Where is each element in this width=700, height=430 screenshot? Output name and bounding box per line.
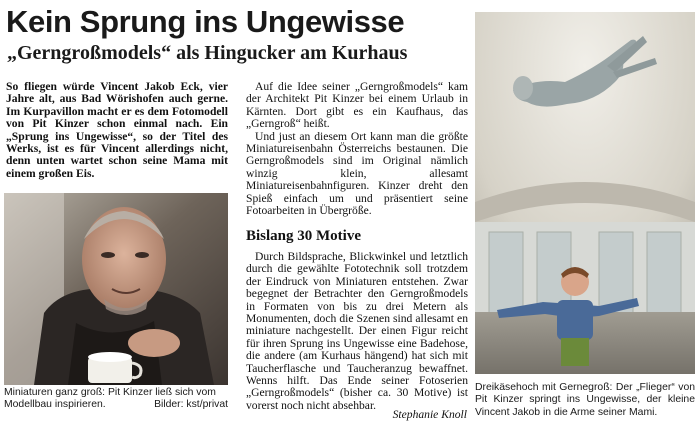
portrait-caption-text: Miniaturen ganz groß: Pit Kinzer ließ sich vom Modellbau inspirieren.: [4, 387, 216, 411]
portrait-photo: [4, 193, 228, 385]
article-headline: Kein Sprung ins Ungewisse: [6, 4, 405, 39]
lead-paragraph-column: [6, 81, 228, 180]
body-paragraph-2: Und just an diesem Ort kann man die größte Miniatureisenbahn Österreichs bestaunen. Die Gerngroßmodels sind im Original nämlich winzig klein, allesamt Miniatureisenbahnfiguren. Kinzer dreht den Spieß einfach um und präsentiert seine Fotoarbeiten in Übergröße.: [246, 129, 468, 218]
photo-credit: Bilder: kst/privat: [154, 399, 228, 411]
body-paragraph-1: Auf die Idee seiner „Gerngroßmodels“ kam der Architekt Pit Kinzer bei einem Urlaub in Kärnten. Dort gibt es ein Kaufhaus, das „Gerngroß“ heißt.: [246, 80, 468, 131]
section-paragraph-1: Durch Bildsprache, Blickwinkel und letztlich durch die gewählte Fototechnik soll trotzdem der Eindruck von Miniaturen entstehen. Zwar begegnet der Betrachter den Gerngroßmodels in Formaten von bis zu drei Metern als Monumenten, doch die Szenen sind allesamt en miniature nachgestellt. Der einen Figur reicht für ihren Sprung ins Ungewisse eine Badehose, die andere (am Kurhaus hängend) hat sich mit Taucherflasche und Taucheranzug bewaffnet. Wenns hilft. Das Ende seiner Fotoserien „Gerngroßmodels“ (bisher ca. 30 Motive) ist vorerst noch nicht absehbar.: [246, 250, 468, 412]
portrait-caption: [4, 387, 228, 412]
kurhaus-caption: Dreikäsehoch mit Gernegroß: Der „Flieger“ von Pit Kinzer springt ins Ungewisse, der kleine Vincent Jakob in die Arme seiner Mami.: [475, 382, 695, 418]
kurhaus-photo: [475, 12, 695, 374]
lead-paragraph: So fliegen würde Vincent Jakob Eck, vier Jahre alt, aus Bad Wörishofen auch gerne. Im Kurpavillon macht er es dem Fotomodell von Pit Kinzer schon einmal nach. Ein „Sprung ins Ungewisse“, so der Titel des Werks, ist es für Vincent allerdings nicht, denn unten wartet schon seine Mama mit einem großen Eis.: [6, 80, 228, 180]
section-heading: Bislang 30 Motive: [246, 228, 361, 244]
section-column: [246, 251, 468, 412]
body-column: [246, 81, 468, 217]
author-byline: Stephanie Knoll: [392, 408, 467, 421]
article-subheadline: „Gerngroßmodels“ als Hingucker am Kurhaus: [7, 42, 408, 64]
